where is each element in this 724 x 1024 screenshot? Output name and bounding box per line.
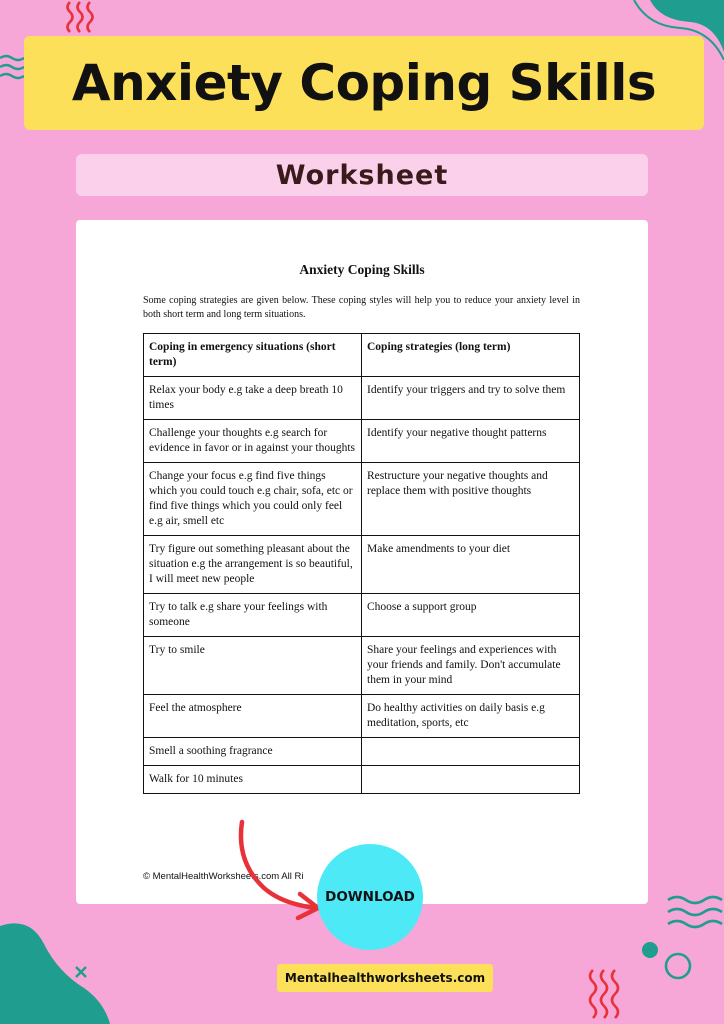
short-term-cell: Change your focus e.g find five things which you could touch e.g chair, sofa, etc or find five things which you could only feel e.g air, smell etc — [144, 463, 362, 536]
worksheet-title: Anxiety Coping Skills — [299, 262, 425, 277]
worksheet-copyright: © MentalHealthWorksheets.com All Ri — [143, 871, 304, 882]
table-row — [144, 637, 580, 695]
circles-right-icon — [638, 938, 698, 988]
worksheet-preview — [76, 220, 648, 904]
squiggle-top-left-icon — [62, 0, 98, 34]
table-row — [144, 695, 580, 738]
short-term-cell: Try to talk e.g share your feelings with someone — [144, 594, 362, 637]
short-term-cell: Try figure out something pleasant about the situation e.g the arrangement is so beautiful, I will meet new people — [144, 536, 362, 594]
short-term-cell: Walk for 10 minutes — [144, 766, 362, 794]
short-term-cell: Feel the atmosphere — [144, 695, 362, 738]
curved-arrow-icon — [232, 816, 326, 920]
long-term-cell — [362, 766, 580, 794]
long-term-cell: Do healthy activities on daily basis e.g meditation, sports, etc — [362, 695, 580, 738]
long-term-cell: Choose a support group — [362, 594, 580, 637]
short-term-cell: Relax your body e.g take a deep breath 10 times — [144, 377, 362, 420]
worksheet-intro: Some coping strategies are given below. These coping styles will help you to reduce your anxiety level in both short term and long term situations. — [143, 295, 580, 320]
waves-left-icon — [0, 52, 26, 84]
long-term-cell — [362, 738, 580, 766]
long-term-cell: Identify your negative thought patterns — [362, 420, 580, 463]
table-row — [144, 420, 580, 463]
table-row — [144, 377, 580, 420]
long-term-cell: Restructure your negative thoughts and replace them with positive thoughts — [362, 463, 580, 536]
table-row — [144, 766, 580, 794]
table-row — [144, 594, 580, 637]
column-header-long-term: Coping strategies (long term) — [362, 334, 580, 377]
waves-right-icon — [666, 892, 724, 934]
site-link[interactable]: Mentalhealthworksheets.com — [277, 964, 493, 992]
short-term-cell: Smell a soothing fragrance — [144, 738, 362, 766]
coping-table — [143, 333, 580, 794]
download-button[interactable]: DOWNLOAD — [317, 844, 423, 950]
short-term-cell: Try to smile — [144, 637, 362, 695]
table-row — [144, 536, 580, 594]
short-term-cell: Challenge your thoughts e.g search for evidence in favor or in against your thoughts — [144, 420, 362, 463]
page-subtitle: Worksheet — [275, 159, 449, 191]
long-term-cell: Make amendments to your diet — [362, 536, 580, 594]
cross-icon — [74, 965, 88, 979]
long-term-cell: Share your feelings and experiences with your friends and family. Don't accumulate them in your mind — [362, 637, 580, 695]
column-header-short-term: Coping in emergency situations (short term) — [144, 334, 362, 377]
subtitle-banner — [76, 154, 648, 196]
table-header-row — [144, 334, 580, 377]
long-term-cell: Identify your triggers and try to solve them — [362, 377, 580, 420]
title-banner — [24, 36, 704, 130]
table-row — [144, 738, 580, 766]
page-title: Anxiety Coping Skills — [71, 54, 657, 112]
blob-bottom-left-icon — [0, 918, 110, 1024]
table-row — [144, 463, 580, 536]
squiggle-bottom-right-icon — [585, 968, 625, 1024]
